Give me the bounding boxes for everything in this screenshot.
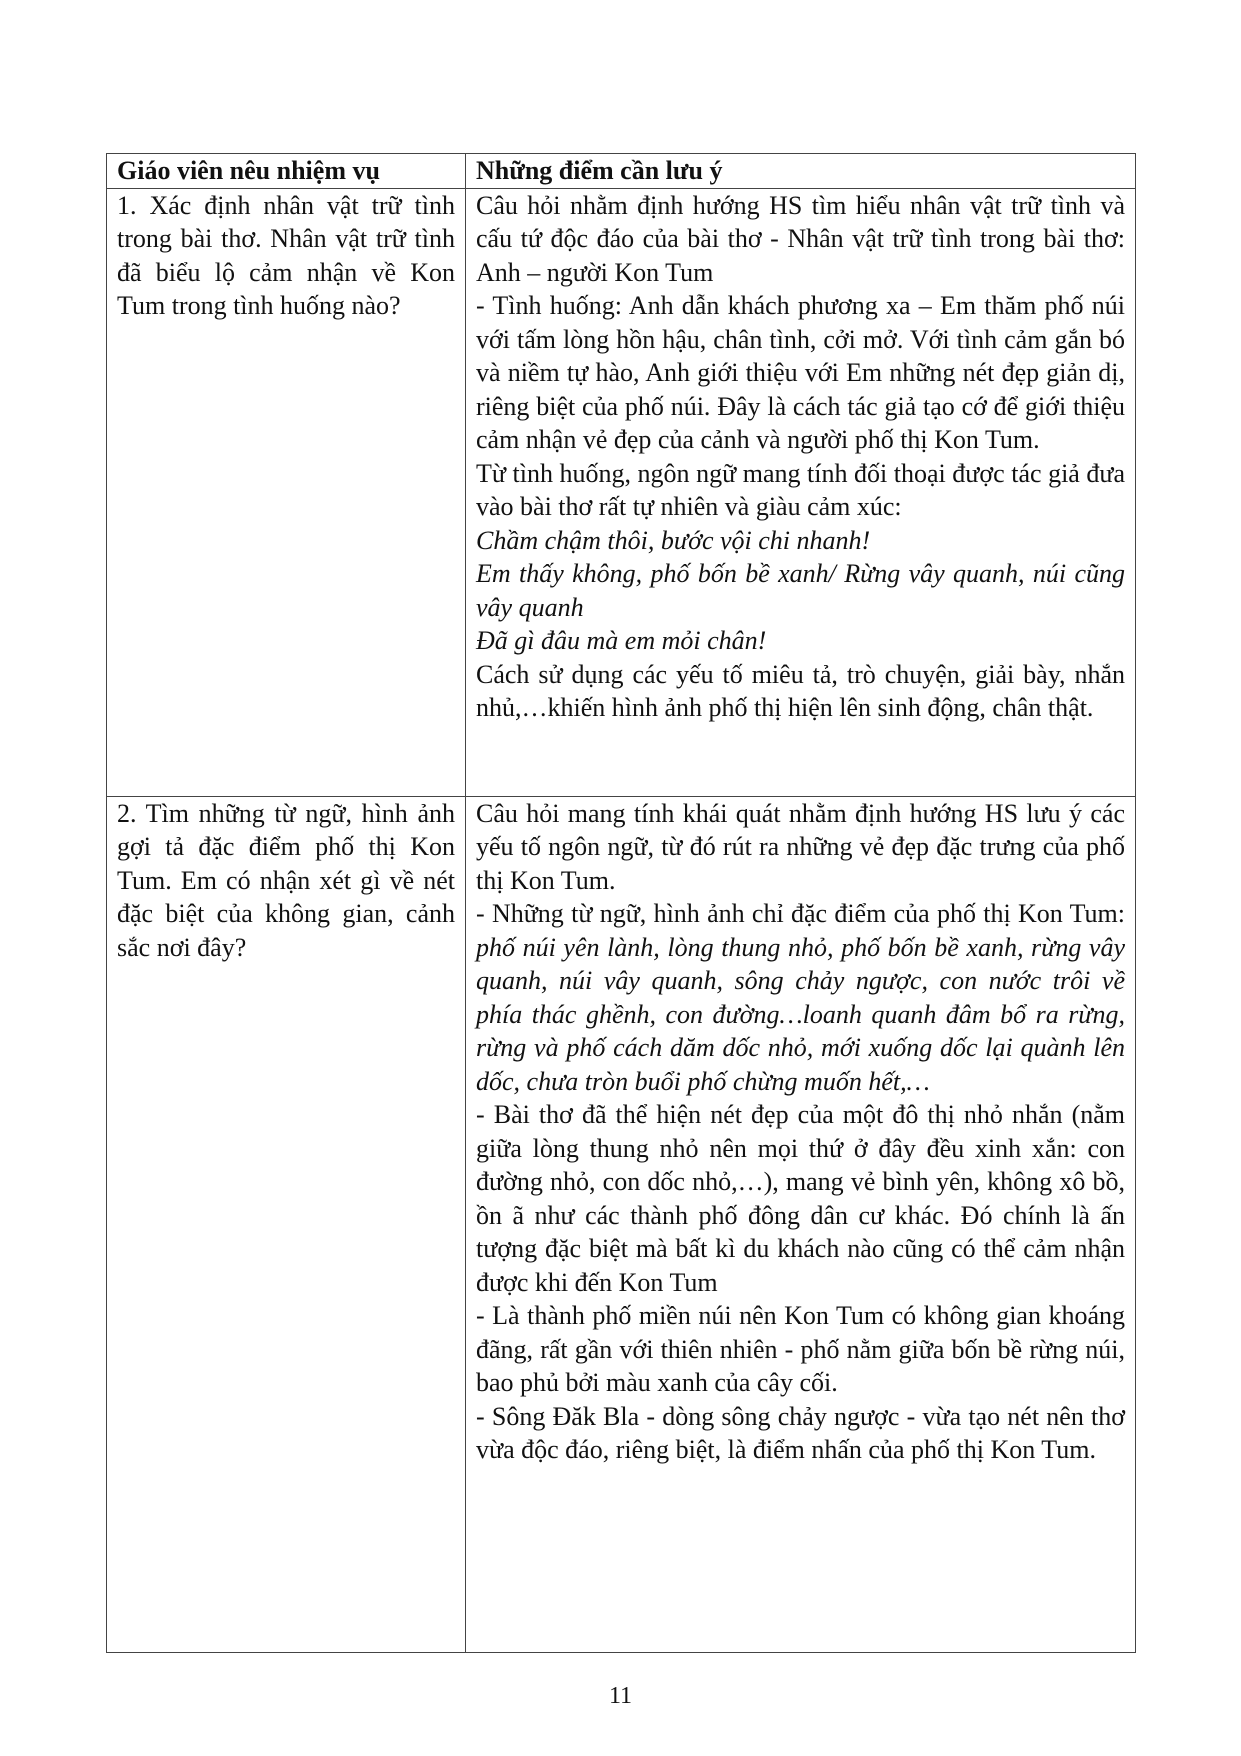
task-1-cell (107, 188, 466, 796)
column-header-notes: Những điểm cần lưu ý (466, 154, 1136, 189)
notes-2-words-lead: - Những từ ngữ, hình ảnh chỉ đặc điểm của phố thị Kon Tum: (476, 899, 1125, 928)
task-2-text: 2. Tìm những từ ngữ, hình ảnh gợi tả đặc điểm phố thị Kon Tum. Em có nhận xét gì về nét đặc biệt của không gian, cảnh sắc nơi đây? (117, 798, 455, 962)
column-header-teacher-task: Giáo viên nêu nhiệm vụ (107, 154, 466, 189)
task-2-cell (107, 796, 466, 1652)
notes-2-cell (466, 796, 1136, 1652)
notes-2-river: - Sông Đăk Bla - dòng sông chảy ngược - vừa tạo nét nên thơ vừa độc đáo, riêng biệt, là điểm nhấn của phố thị Kon Tum. (476, 1401, 1125, 1464)
task-1-text: 1. Xác định nhân vật trữ tình trong bài thơ. Nhân vật trữ tình đã biểu lộ cảm nhận về Kon Tum trong tình huống nào? (117, 190, 455, 320)
notes-2-beauty: - Bài thơ đã thể hiện nét đẹp của một đô thị nhỏ nhắn (nằm giữa lòng thung nhỏ nên mọi thứ ở đây đều xinh xắn: con đường nhỏ, con dốc nhỏ,…), mang vẻ bình yên, không xô bồ, ồn ã như các thành phố đông dân cư khác. Đó chính là ấn tượng đặc biệt mà bất kì du khách nào cũng có thể cảm nhận được khi đến Kon Tum (476, 1100, 1125, 1297)
lesson-table (106, 153, 1136, 1653)
notes-1-intro: Câu hỏi nhằm định hướng HS tìm hiểu nhân vật trữ tình và cấu tứ độc đáo của bài thơ - Nhân vật trữ tình trong bài thơ: Anh – người Kon Tum (476, 190, 1125, 287)
table-row (107, 188, 1136, 796)
notes-1-dialogue-intro: Từ tình huống, ngôn ngữ mang tính đối thoại được tác giả đưa vào bài thơ rất tự nhiên và giàu cảm xúc: (476, 458, 1125, 521)
table-row (107, 796, 1136, 1652)
notes-1-conclusion: Cách sử dụng các yếu tố miêu tả, trò chuyện, giải bày, nhắn nhủ,…khiến hình ảnh phố thị hiện lên sinh động, chân thật. (476, 659, 1125, 722)
notes-2-words-list: phố núi yên lành, lòng thung nhỏ, phố bốn bề xanh, rừng vây quanh, núi vây quanh, sông chảy ngược, con nước trôi về phía thác ghềnh, con đường…loanh quanh đâm bổ ra rừng, rừng và phố cách dăm dốc nhỏ, mới xuống dốc lại quành lên dốc, chưa tròn buổi phố chừng muốn hết,… (476, 932, 1125, 1096)
notes-2-words-images (476, 897, 1125, 1098)
notes-1-verse-1: Chầm chậm thôi, bước vội chi nhanh! (476, 525, 871, 555)
notes-1-verse-2: Em thấy không, phố bốn bề xanh/ Rừng vây quanh, núi cũng vây quanh (476, 559, 1125, 622)
notes-2-space: - Là thành phố miền núi nên Kon Tum có không gian khoáng đãng, rất gần với thiên nhiên - phố nằm giữa bốn bề rừng núi, bao phủ bởi màu xanh của cây cối. (476, 1301, 1125, 1397)
page-number: 11 (608, 1683, 633, 1709)
notes-1-cell (466, 188, 1136, 796)
table-header-row (107, 154, 1136, 189)
notes-1-verse-3: Đã gì đâu mà em mỏi chân! (476, 626, 767, 655)
notes-1-situation: - Tình huống: Anh dẫn khách phương xa – Em thăm phố núi với tấm lòng hồn hậu, chân tình, cởi mở. Với tình cảm gắn bó và niềm tự hào, Anh giới thiệu với Em những nét đẹp giản dị, riêng biệt của phố núi. Đây là cách tác giả tạo cớ để giới thiệu cảm nhận vẻ đẹp của cảnh và người phố thị Kon Tum. (476, 291, 1125, 454)
notes-2-intro: Câu hỏi mang tính khái quát nhằm định hướng HS lưu ý các yếu tố ngôn ngữ, từ đó rút ra những vẻ đẹp đặc trưng của phố thị Kon Tum. (476, 798, 1125, 895)
